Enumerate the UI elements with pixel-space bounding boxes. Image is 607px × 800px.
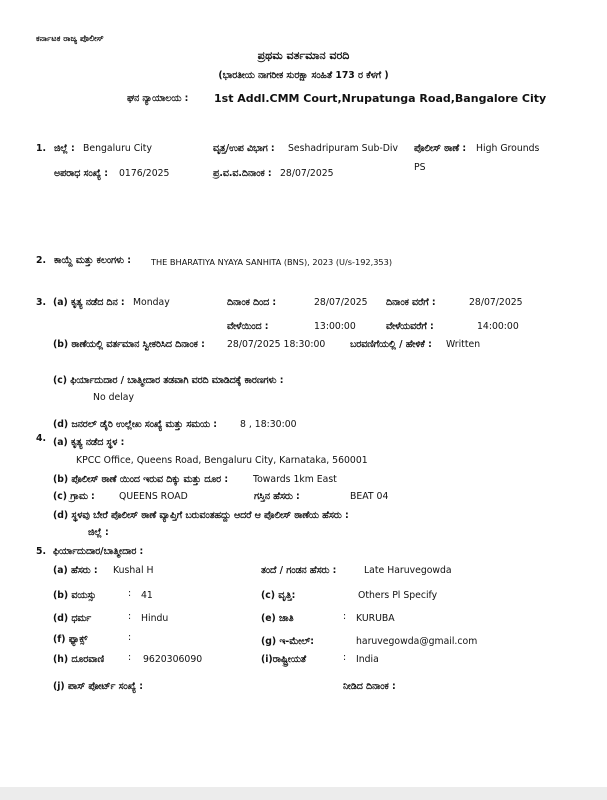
date-to-label: ದಿನಾಂಕ ವರೆಗೆ : [386,297,436,308]
general-diary-value: 8 , 18:30:00 [240,419,297,430]
age-value: 41 [141,590,153,601]
other-district-label: ಜಿಲ್ಲೆ : [88,527,109,538]
fax-label: (f) ಫ್ಯಾಕ್ಸ್ [53,634,88,645]
delay-reason-value: No delay [93,392,135,403]
entry-type-value: Written [446,339,481,350]
org-name: ಕರ್ನಾಟಕ ರಾಜ್ಯ ಪೊಲೀಸ್ [36,33,104,43]
entry-type-label: ಬರವಣಿಗೆಯಲ್ಲಿ / ಹೇಳಿಕೆ : [350,339,432,350]
name-label: (a) ಹೆಸರು : [53,565,98,576]
religion-colon: : [128,611,132,622]
phone-colon: : [128,652,132,663]
occupation-label: (c) ವೃತ್ತಿ: [261,590,296,601]
fir-date-value: 28/07/2025 [280,168,334,179]
nationality-value: India [356,654,379,665]
father-name-label: ತಂದೆ / ಗಂಡನ ಹೆಸರು : [261,565,337,576]
beat-value: BEAT 04 [350,491,389,502]
village-value: QUEENS ROAD [119,491,188,502]
subdivision-value: Seshadripuram Sub-Div [288,143,398,154]
district-label: ಜಿಲ್ಲೆ : [54,143,75,154]
age-colon: : [128,588,132,599]
general-diary-label: (d) ಜನರಲ್ ಡೈರಿ ಉಲ್ಲೇಖ ಸಂಖ್ಯೆ ಮತ್ತು ಸಮಯ : [53,419,217,430]
occurrence-place-value: KPCC Office, Queens Road, Bengaluru City, Karnataka, 560001 [76,455,368,466]
date-from-label: ದಿನಾಂಕ ದಿಂದ : [227,297,277,308]
complainant-heading: ಫಿರ್ಯಾದುದಾರ/ಬಾತ್ಮೀದಾರ : [53,546,144,557]
time-to-value: 14:00:00 [477,321,519,332]
religion-label: (d) ಧರ್ಮ [53,613,92,624]
section-3-number: 3. [36,297,47,308]
direction-distance-value: Towards 1km East [253,474,337,485]
section-1-number: 1. [36,143,47,154]
beat-label: ಗಸ್ತಿನ ಹೆಸರು : [254,491,300,502]
court-label: ಘನ ನ್ಯಾಯಾಲಯ : [127,93,189,104]
occupation-value: Others Pl Specify [358,590,438,601]
crime-number-label: ಅಪರಾಧ ಸಂಖ್ಯೆ : [54,168,108,179]
date-from-value: 28/07/2025 [314,297,368,308]
police-station-value-cont: PS [414,162,426,173]
age-label: (b) ವಯಸ್ಸು [53,590,97,601]
police-station-value: High Grounds [476,143,540,154]
act-sections-value: THE BHARATIYA NYAYA SANHITA (BNS), 2023 (U/s-192,353) [151,257,393,267]
date-to-value: 28/07/2025 [469,297,523,308]
father-name-value: Late Haruvegowda [364,565,452,576]
received-date-value: 28/07/2025 18:30:00 [227,339,326,350]
delay-reason-label: (c) ಫಿರ್ಯಾದುದಾರ / ಬಾತ್ಮೀದಾರ ತಡವಾಗಿ ವರದಿ ಮಾಡಿದಕ್ಕೆ ಕಾರಣಗಳು : [53,375,284,386]
phone-label: (h) ದೂರವಾಣಿ [53,654,105,665]
section-5-number: 5. [36,546,47,557]
issued-date-label: ನೀಡಿದ ದಿನಾಂಕ : [343,681,396,692]
page-subtitle: (ಭಾರತೀಯ ನಾಗರೀಕ ಸುರಕ್ಷಾ ಸಂಹಿತೆ 173 ರ ಕೆಳಗೆ ) [218,70,389,81]
time-from-value: 13:00:00 [314,321,356,332]
time-to-label: ವೇಳೆಯವರೆಗೆ : [386,321,434,332]
received-date-label: (b) ಠಾಣೆಯಲ್ಲಿ ವರ್ತಮಾನ ಸ್ವೀಕರಿಸಿದ ದಿನಾಂಕ : [53,339,205,350]
police-station-label: ಪೊಲೀಸ್ ಠಾಣೆ : [414,143,467,154]
passport-label: (j) ಪಾಸ್ ಪೋರ್ಟ್ ಸಂಖ್ಯೆ : [53,681,143,692]
occurrence-day-value: Monday [133,297,170,308]
nationality-colon: : [343,652,347,663]
crime-number-value: 0176/2025 [119,168,170,179]
section-2-number: 2. [36,255,47,266]
nationality-label: (i)ರಾಷ್ಟ್ರೀಯತೆ [261,654,307,665]
caste-label: (e) ಜಾತಿ [261,613,294,624]
occurrence-place-label: (a) ಕೃತ್ಯ ನಡೆದ ಸ್ಥಳ : [53,437,125,448]
phone-value: 9620306090 [143,654,203,665]
email-label: (g) ಇ-ಮೇಲ್: [261,636,314,647]
court-value: 1st Addl.CMM Court,Nrupatunga Road,Bangalore City [214,92,547,105]
caste-value: KURUBA [356,613,395,624]
name-value: Kushal H [113,565,154,576]
email-value: haruvegowda@gmail.com [356,636,478,647]
scan-bottom-edge [0,787,607,800]
caste-colon: : [343,611,347,622]
fax-colon: : [128,632,132,643]
district-value: Bengaluru City [83,143,152,154]
other-station-label: (d) ಸ್ಥಳವು ಬೇರೆ ಪೊಲೀಸ್ ಠಾಣೆ ವ್ಯಾಪ್ತಿಗೆ ಬರುವಂತಹದ್ದು ಆದರೆ ಆ ಪೊಲೀಸ್ ಠಾಣೆಯ ಹೆಸರು : [53,510,349,521]
religion-value: Hindu [141,613,169,624]
time-from-label: ವೇಳೆಯಿಂದ : [227,321,269,332]
section-4-number: 4. [36,433,47,444]
fir-date-label: ಪ್ರ.ವ.ವ.ದಿನಾಂಕ : [213,168,272,179]
village-label: (c) ಗ್ರಾಮ : [53,491,95,502]
direction-distance-label: (b) ಪೊಲೀಸ್ ಠಾಣೆ ಯಿಂದ ಇರುವ ದಿಕ್ಕು ಮತ್ತು ದೂರ : [53,474,229,485]
page-title: ಪ್ರಥಮ ವರ್ತಮಾನ ವರದಿ [257,49,350,62]
act-sections-label: ಕಾಯ್ದೆ ಮತ್ತು ಕಲಂಗಳು : [54,255,131,266]
subdivision-label: ವೃತ್ತ/ಉಪ ವಿಭಾಗ : [213,143,275,154]
occurrence-day-label: (a) ಕೃತ್ಯ ನಡೆದ ದಿನ : [53,297,125,308]
